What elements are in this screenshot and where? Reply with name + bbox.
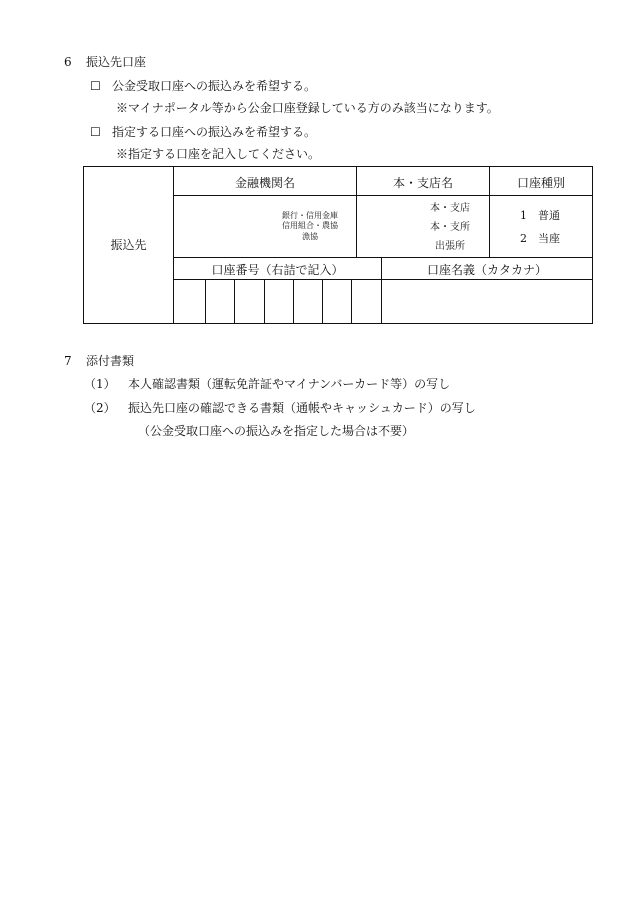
bank-type-1: 銀行・信用金庫 bbox=[282, 211, 338, 220]
digit-divider bbox=[322, 279, 323, 324]
table-border bbox=[83, 166, 593, 167]
option-label: 公金受取口座への振込みを希望する。 bbox=[112, 79, 317, 93]
table-border bbox=[173, 195, 593, 196]
item-number: （2） bbox=[84, 401, 116, 415]
item-text: 本人確認書類（運転免許証やマイナンバーカード等）の写し bbox=[128, 377, 451, 391]
section-number: 6 bbox=[64, 55, 72, 69]
branch-type-3: 出張所 bbox=[435, 241, 465, 252]
header-branch-name: 本・支店名 bbox=[392, 176, 453, 190]
option-label: 指定する口座への振込みを希望する。 bbox=[112, 125, 317, 139]
bank-type-3: 漁協 bbox=[302, 232, 318, 241]
section-7-heading bbox=[64, 352, 134, 369]
item-text: 振込先口座の確認できる書類（通帳やキャッシュカード）の写し bbox=[128, 401, 476, 415]
account-type-current[interactable]: 2 当座 bbox=[520, 232, 560, 245]
bank-type-2: 信用組合・農協 bbox=[282, 221, 338, 230]
digit-divider bbox=[351, 279, 352, 324]
digit-divider bbox=[234, 279, 235, 324]
item-number: （1） bbox=[84, 377, 116, 391]
section-title: 振込先口座 bbox=[86, 55, 147, 69]
section-title: 添付書類 bbox=[86, 354, 135, 368]
digit-divider bbox=[293, 279, 294, 324]
account-type-ordinary[interactable]: 1 普通 bbox=[520, 209, 560, 222]
header-account-number: 口座番号（右詰で記入） bbox=[211, 263, 344, 277]
table-border bbox=[173, 279, 593, 280]
header-account-holder: 口座名義（カタカナ） bbox=[426, 263, 547, 277]
attachment-item-2 bbox=[84, 399, 476, 416]
branch-type-1: 本・支店 bbox=[430, 203, 470, 214]
row-label-transfer-dest: 振込先 bbox=[110, 238, 147, 252]
header-bank-name: 金融機関名 bbox=[234, 176, 295, 190]
attachment-item-1 bbox=[84, 375, 450, 392]
header-account-type: 口座種別 bbox=[516, 176, 565, 190]
table-border bbox=[83, 323, 593, 324]
section-number: 7 bbox=[64, 354, 72, 368]
branch-type-2: 本・支所 bbox=[430, 222, 470, 233]
attachment-item-2-note: （公金受取口座への振込みを指定した場合は不要） bbox=[138, 424, 415, 438]
option-note: ※指定する口座を記入してください。 bbox=[116, 147, 321, 161]
table-border bbox=[173, 257, 593, 258]
option-public-account[interactable] bbox=[90, 77, 316, 94]
option-specified-account[interactable] bbox=[90, 123, 316, 140]
checkbox-icon[interactable]: ☐ bbox=[90, 125, 101, 139]
digit-divider bbox=[264, 279, 265, 324]
option-note: ※マイナポータル等から公金口座登録している方のみ該当になります。 bbox=[116, 101, 499, 115]
section-6-heading bbox=[64, 53, 146, 70]
digit-divider bbox=[205, 279, 206, 324]
table-border bbox=[592, 166, 593, 324]
checkbox-icon[interactable]: ☐ bbox=[90, 79, 101, 93]
